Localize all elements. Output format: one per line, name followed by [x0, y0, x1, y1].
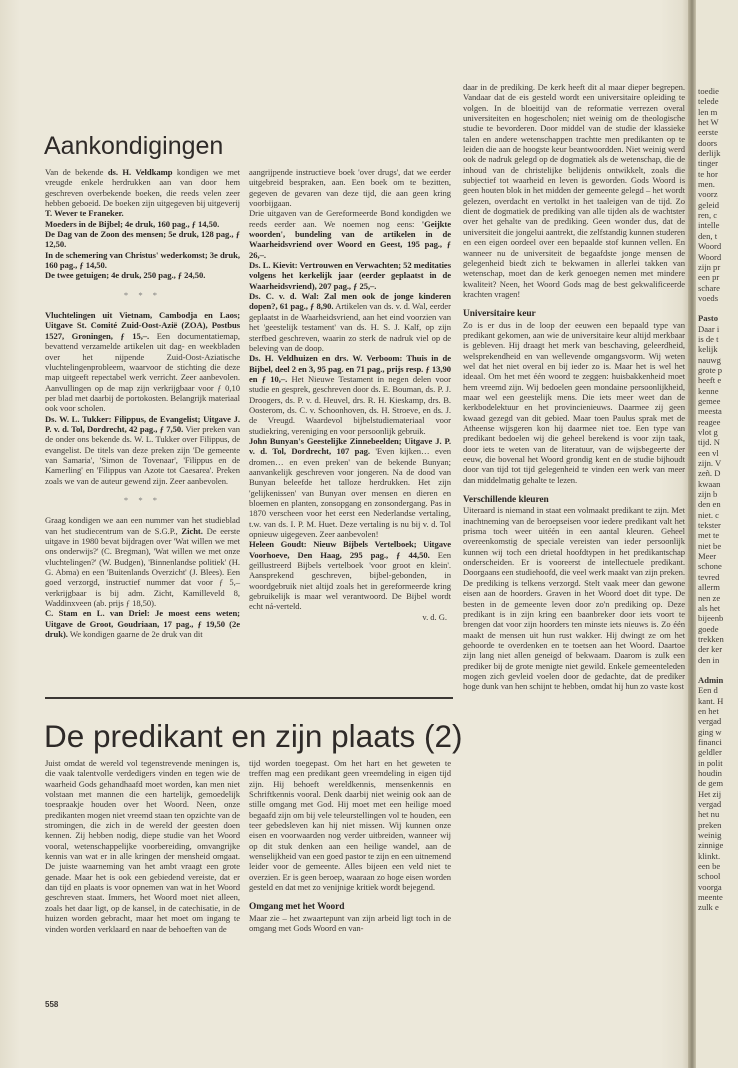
fragment-line: den in	[698, 654, 720, 665]
paragraph	[45, 219, 240, 229]
bold-text: Ds. W. L. Tukker: Filippus, de Evangelist; Uitgave J. P. v. d. Tol, Dordrecht, 42 pag., ƒ 7,50.	[45, 413, 240, 434]
bold-text: John Bunyan's Geestelijke Zinnebeelden; Uitgave J. P. v. d. Tol, Dordrecht, 107 pag.	[249, 435, 451, 457]
fragment-line: zinnige	[698, 840, 724, 851]
fragment-line: zijn b	[698, 489, 718, 500]
fragment-line: ging w	[698, 726, 722, 737]
body-text: Drie uitgaven van de Gereformeerde Bond kondigden we reeds eerder aan. We noemen nog eens:	[249, 208, 451, 229]
fragment-block-1	[698, 86, 738, 303]
next-page-fragments	[698, 86, 738, 913]
body-text: Een geïllustreerd Bijbels vertelboek 'voor groot en klein'. Aansprekend geschreven, bijbel-gebonden, in woordgebruik niet altijd zoals het in gereformeerde kring gebruikelijk is maar wel verantwoord. De Bijbel wordt echt ná-verteld.	[249, 549, 451, 612]
fragment-line: Woord	[698, 241, 722, 252]
fragment-line: ren, c	[698, 210, 718, 221]
page-fold-shadow	[688, 0, 696, 1068]
body-text: Artikelen van ds. v. d. Wal, eerder geplaatst in de Waarheidsvriend, aan het eind voorzien van het 'geestelijk testament' van ds. H. S. J. Kalf, op zijn sterfbed geschreven, waarin zo sterk de nadruk viel op de beleving van de doop.	[249, 301, 451, 353]
fragment-line: kant. H	[698, 695, 724, 706]
bold-text: Ds. L. Kievit: Vertrouwen en Verwachten; 52 meditaties volgens het kerkelijk jaar (eerder geplaatst in de Waarheidsvriend), 207 pag., ƒ 25,–.	[249, 260, 451, 291]
body-text: De eerste uitgave in 1980 bevat bijdragen over 'Wat willen we met ons onderwijs?' (C. Bregman), 'Wat willen we met onze vluchtelingen?' (W. Budgen), 'Binnenlandse politiek' (H. G. Abma) en een 'Buitenlands Overzicht' (J. Blees). Een goed verzorgd, instructief nummer dat voor ƒ 5,– verkrijgbaar is bij adm. Zicht, Kamilleveld 8, Waddinxveen (ab. prijs ƒ 18,50).	[45, 525, 240, 609]
paragraph	[45, 310, 240, 413]
paragraph	[45, 250, 240, 271]
paragraph	[45, 270, 240, 280]
separator-stars: * * *	[123, 494, 162, 505]
fragment-line: bijeenb	[698, 613, 724, 624]
fragment-line: zeñ. D	[698, 468, 721, 479]
paragraph	[463, 320, 685, 486]
fragment-line: met te	[698, 530, 720, 541]
body-text: Juist omdat de wereld vol tegenstrevende meningen is, die vaak talentvolle verdedigers vinden en tegen wie de waarheid Gods gehandhaafd moet worden, kan men niet volstaan met mannen die een hartelijk, gemoedelijk toespraakje houden over het Woord. Neen, onze predikanten mogen niet vreemd staan ten opzichte van de stromingen, die zich in de wereld der geesten doen kennen. Zij hebben nodig, diepe studie van het Woord vooral, wetenschappelijke voorbereiding, omvangrijke kennis van wat er in alle kringen der mensheid omgaat. De juiste waarneming van het ambt vraagt een grote genade. Maar het is ook een gebiedend vereiste, dat er dan tijd en plaats is voor opnemen van wat in het Woord geschreven staat. Immers, het Woord moet niet alleen, zoals het daar ligt, op de kansel, in de catechisatie, in de huizen worden gebracht, maar het moet om ingang te vinden worden verklaard en naar de behoeften van de	[45, 758, 240, 934]
fragment-line: kwaan	[698, 478, 721, 489]
fragment-line: het W	[698, 117, 719, 128]
body-text: daar in de prediking. De kerk heeft dit al maar dieper begrepen. Vandaar dat de eis gesteld wordt een universitaire opleiding te volgen. In de bloeitijd van de reformatie verrezen overal universiteiten en hogescholen; niet weinig om de theologische studie te bevorderen. Door middel van de studie der klassieke talen en andere wetenschappen trachtte men predikanten op te leiden die aan de hoogste keur beantwoordden. Niet weinig werd ook de nadruk gelegd op de dogmatiek als de wetenschap, die de inhoud van de christelijke belijdenis ontwikkelt, zoals die subjectief tot waarheid en leven is geworden. Gods Woord is geen houten blok in het midden der gemeente gelegd – het wordt gelezen, overdacht en vertolkt in het taaleigen van de tijd. Zo dient de dogmatiek de prediking van alle tijden als de wachtster over het gehalte van de prediking. Geen wonder dus, dat de universiteit die jongelui aantrekt, die zelfstandig kunnen studeren en een eigen oordeel over een bepaalde stof kunnen vellen. En wanneer nu de universiteit de begaafdste jonge mensen de gelegenheid biedt zich te bekwamen in allerlei takken van wetenschap, moet dan de kerk genoegen nemen met mindere kwaliteit? Neen, het Woord Gods mag de best gekwalificeerde krachten vragen!	[463, 82, 685, 299]
bold-text: Moeders in de Bijbel; 4e druk, 160 pag., ƒ 14,50.	[45, 218, 220, 229]
fragment-line: gemee	[698, 395, 721, 406]
paragraph	[249, 167, 451, 208]
article-column-2	[249, 758, 451, 934]
fragment-line: nen ze	[698, 592, 721, 603]
fragment-line: meesta	[698, 406, 722, 417]
fragment-line: vlot g	[698, 427, 718, 437]
fragment-line: Meer	[698, 551, 717, 562]
fragment-line: derlijk	[698, 148, 721, 159]
paragraph	[45, 758, 240, 934]
fragment-line: men.	[698, 179, 715, 190]
fragment-line: meente	[698, 892, 723, 903]
paragraph	[249, 353, 451, 436]
bold-text: Vluchtelingen uit Vietnam, Cambodja en Laos; Uitgave St. Comité Zuid-Oost-Azië (ZOA), Postbus 1527, Groningen, ƒ 15,–.	[45, 310, 240, 341]
paragraph	[45, 515, 240, 608]
fragment-line: tekster	[698, 520, 721, 531]
fragment-line: te hor	[698, 168, 718, 179]
fragment-line: is de t	[698, 333, 719, 344]
paragraph	[45, 229, 240, 250]
announcements-column-2	[249, 167, 451, 622]
body-text: We kondigen gaarne de 2e druk van dit	[67, 629, 203, 640]
fragment-line: niet be	[698, 540, 722, 551]
body-text: Het Nieuwe Testament in negen delen voor studie en gesprek, geschreven door ds. E. Bouman, ds. P. J. Droogers, ds. P. v. d. Heuvel, drs. R. H. Kieskamp, drs. B. Oosterom, ds. C. v. Schoonhoven, ds. H. Stroeve, en ds. J. de Vreugd. Waardevol bijbelstudiemateriaal voor studiekring, vereniging en voor persoonlijk gebruik.	[249, 373, 451, 436]
paragraph	[249, 208, 451, 260]
fragment-line: in polit	[698, 757, 723, 768]
bold-text: T. Wever te Franeker.	[45, 208, 124, 219]
fragment-heading-1: Pasto	[698, 313, 719, 324]
bold-text: Ds. C. v. d. Wal: Zal men ook de jonge kinderen dopen?, 61 pag., ƒ 8,90.	[249, 291, 451, 312]
bold-text: C. Stam en L. van Driel: Je moest eens weten; Uitgave de Groot, Goudriaan, 17 pag., ƒ 19,50 (2e druk).	[45, 608, 240, 640]
fragment-line: de gem	[698, 778, 724, 789]
paragraph	[45, 167, 240, 219]
fragment-line: tijd. N	[698, 437, 720, 448]
fragment-line: geldler	[698, 747, 722, 758]
fragment-line: preken	[698, 819, 722, 830]
announcements-column-1	[45, 167, 240, 639]
fragment-block-2	[698, 324, 738, 665]
fragment-line: grote p	[698, 364, 723, 375]
fragment-line: kelijk	[698, 344, 718, 355]
paragraph	[249, 913, 451, 934]
paragraph	[249, 436, 451, 539]
bold-text: ds. H. Veldkamp	[107, 167, 173, 177]
fragment-line: intelle	[698, 220, 720, 231]
article-title: De predikant en zijn plaats (2)	[44, 718, 463, 754]
author-signature: v. d. G.	[422, 611, 447, 622]
fragment-line: het nu	[698, 809, 720, 820]
fragment-line: financi	[698, 736, 722, 747]
bold-text: 'Geijkte woorden', bundeling van de artikelen in de Waarheidsvriend over Woord en Geest, 195 pag., ƒ 26,–.	[249, 218, 451, 260]
fragment-line: eerste	[698, 127, 719, 138]
paragraph	[463, 505, 685, 691]
bold-text: Heleen Goudt: Nieuw Bijbels Vertelboek; Uitgave Voorhoeve, Den Haag, 295 pag., ƒ 44,50.	[249, 539, 451, 560]
body-text: 'Even kijken… even dromen… en even preken' van de bekende Bunyan; aanvankelijk geschreven voor jongeren. Na de dood van Bunyan beleefde het talloze herdrukken. Het zijn 'gelijkenissen' van Bunyan over mensen en dieren en bloemen en planten, zonsopgang en zonsondergang. Pas in 1870 verscheen voor het eerst een Nederlandse vertaling, t.w. van ds. I. P. M. Huet. Deze vertaling is nu bij v. d. Tol opnieuw uigegeven. Zeer aanbevolen!	[249, 446, 451, 540]
fragment-line: Een d	[698, 685, 718, 696]
paragraph	[249, 291, 451, 353]
separator-stars: * * *	[123, 289, 162, 300]
page-number: 558	[45, 1000, 59, 1009]
body-text: aangrijpende instructieve boek 'over drugs', dat we eerder uitgebreid bespraken, aan. Een boek om te bezitten, gegeven de gevaren van deze tijd, die aan geen kring voorbijgaan.	[249, 167, 451, 209]
section-heading: Verschillende kleuren	[463, 495, 549, 506]
fragment-line: voorz	[698, 189, 718, 200]
paragraph	[45, 608, 240, 639]
paragraph	[249, 539, 451, 611]
paragraph	[249, 260, 451, 291]
fragment-line: tevred	[698, 571, 720, 582]
body-text: Uiteraard is niemand in staat een volmaakt predikant te zijn. Met inachtneming van de beroepseisen voor iedere predikant valt het prisma toch weer uitéén in een aantal kleuren. Geheel overeenkomstig de speciale vereisten van ieder persoonlijk kunnen wij toch een drietal hoofdtypen in het predikantschap onderscheiden. Er is vooreerst de intellectuele predikant. Doorgaans een studiehoofd, die veel werk maakt van zijn preken. De prediking is telkens verzorgd. Stelt vaak meer dan gewone eisen aan de hoorders. Graven in het Woord doet dit type. De besten in de gemeente leven door zo'n prediking op. Deze predikant is in zijn kring een baanbreker door iets voort te brengen dat voor zijn hoorders ten minste iets nieuws is. Zo één maakt de mensen uit hun rust wakker. Hij dwingt ze om het gehoorde te overdenken en te toetsen aan het Woord. Daartoe zijn lang niet allen geneigd of bekwaam. Daarom is zulk een prediker bij de grote menigte niet gewild. Enkele gemeenteleden mogen zich gevleid voelen door de gedachte, dat de prediker hoge dunk van hen schijnt te hebben, omdat hij hun zo vaste kost	[463, 505, 685, 692]
fragment-line: een vl	[698, 447, 719, 458]
fragment-line: niet. c	[698, 509, 719, 520]
body-text: Graag kondigen we aan een nummer van het studieblad van het studiecentrum van de S.G.P.,	[45, 515, 240, 536]
bold-text: Zicht.	[181, 525, 203, 536]
article-column-3	[463, 82, 685, 692]
fragment-line: den en	[698, 499, 721, 510]
fragment-line: school	[698, 871, 721, 882]
bold-text: De Dag van de Zoon des mensen; 5e druk, 128 pag., ƒ 12,50.	[45, 229, 240, 250]
fragment-line: tinger	[698, 158, 719, 169]
fragment-line: Daar i	[698, 323, 720, 334]
body-text: Een documentatiemap, bevattend verzamelde artikelen uit dag- en weekbladen over het nijpende Zuid-Oost-Aziatische vluchtelingenprobleem, waarvoor de stichting die deze map uitgeeft repectabel werk verricht. Zeer aanbevolen. Aanvullingen op de map zijn verkrijgbaar voor ƒ 0,10 per blad met daarbij de portokosten. Belangrijk materiaal ook voor scholen.	[45, 330, 240, 414]
body-text: kondigen we met vreugde enkele herdrukken aan van door hem geschreven overbekende boeken, die reeds velen zeer hebben geboeid. De boeken zijn uitgegeven bij uitgeverij	[45, 167, 240, 209]
fragment-line: trekken	[698, 633, 724, 644]
fragment-line: Het zij	[698, 788, 722, 799]
fragment-line: zulk e	[698, 902, 719, 913]
fragment-line: als het	[698, 602, 721, 613]
bold-text: In de schemering van Christus' wederkomst; 3e druk, 160 pag., ƒ 14,50.	[45, 249, 240, 271]
fragment-line: allerm	[698, 582, 720, 593]
fragment-line: schone	[698, 561, 722, 572]
fragment-line: goede	[698, 623, 719, 634]
fragment-line: vergad	[698, 799, 722, 810]
announcements-title: Aankondigingen	[44, 132, 224, 160]
fragment-line: doors	[698, 137, 718, 148]
fragment-line: vergad	[698, 716, 722, 727]
fragment-line: nauwg	[698, 354, 721, 365]
fragment-line: Woord	[698, 251, 722, 262]
fragment-line: zijn pr	[698, 261, 721, 272]
body-text: Maar zie – het zwaartepunt van zijn arbeid ligt toch in de omgang met Gods Woord en van-	[249, 912, 451, 934]
paragraph	[463, 82, 685, 299]
fragment-line: reagee	[698, 416, 721, 427]
article-column-1	[45, 758, 240, 934]
fragment-line: voorga	[698, 881, 722, 892]
fragment-line: een pr	[698, 272, 720, 283]
fragment-line: weinig	[698, 830, 722, 841]
fragment-line: en het	[698, 705, 719, 716]
section-divider	[45, 697, 453, 699]
fragment-line: klinkt.	[698, 850, 721, 861]
section-heading: Omgang met het Woord	[249, 902, 345, 913]
fragment-line: kenne	[698, 385, 719, 396]
fragment-line: heeft e	[698, 375, 722, 386]
section-heading: Universitaire keur	[463, 309, 536, 320]
body-text: tijd worden toegepast. Om het hart en het geweten te treffen mag een predikant geen vreemdeling in eigen tijd zijn. Hij behoeft wereldkennis, mensenkennis en Schriftkennis vooral. Denk daarbij niet weinig ook aan de stille omgang met God. Hij moet met een heilige moed begaafd zijn om bij vele teleurstellingen vol te houden, een teer gebedsleven kan hij niet missen. Wij kunnen onze eisen en voorwaarden nog verder uitbreiden, wanneer wij op dit stuk denken aan een heilige wandel, aan de wenselijkheid van een goed pastor te zijn en een uitnemend leider voor de gemeente. Alles bijeen een veld niet te overzien. Er is geen beroep, waaraan zo hoge eisen worden gesteld en dat met zo venijnige kritiek wordt bejegend.	[249, 758, 451, 893]
paragraph	[45, 414, 240, 486]
body-text: Zo is er dus in de loop der eeuwen een bepaald type van predikant gekomen, aan wie de universitaire keur altijd merkbaar is gebleven. Hij draagt het merk van beschaving, geleerdheid, welsprekendheid en van wellevende omgangsvorm. Wij weten wel dat het niet overal en bij ieder zo is. Maar het is wel het ideaal. Om het met één woord te zeggen: huisbakkenheid moet hem vreemd zijn. Wij bedoelen geen mondaine persoonlijkheid, maar wel een geestelijk mens. Die iets meer weet dan de kerkbodelektuur en het provincienieuws. Daarmee zij geen kwaad gezegd van dit gebied. Maar toen Paulus sprak met de Atheense wijsgeren kon hij daarmee niet toe. Een type van predikant bedoelen wij die geheel berekend is voor zijn taak, door iets te weten van de literatuur, van de wijsbegeerte der eeuw, die bovenal het Woord grondig kent en de studie bijhoudt door van tijd tot tijd gelegenheid te vinden een werk van meer dan middelmatig gehalte te lezen.	[463, 319, 685, 485]
body-text: Van de bekende	[45, 167, 108, 177]
fragment-line: houdin	[698, 768, 722, 778]
fragment-line: toedie	[698, 86, 719, 96]
fragment-line: len m	[698, 106, 718, 117]
bold-text: Ds. H. Veldhuizen en drs. W. Verboom: Thuis in de Bijbel, deel 2 en 3, 95 pag. en 71 pag., prijs resp. ƒ 13,90 en ƒ 10,–.	[249, 353, 451, 384]
fragment-line: voeds	[698, 292, 719, 303]
fragment-line: geleid	[698, 199, 719, 210]
fragment-heading-2: Admin	[698, 674, 724, 685]
paragraph	[249, 758, 451, 892]
fragment-line: der ker	[698, 644, 723, 655]
fragment-line: een be	[698, 861, 721, 872]
bold-text: De twee getuigen; 4e druk, 250 pag., ƒ 24,50.	[45, 270, 206, 281]
fragment-line: zijn. V	[698, 458, 722, 469]
fragment-line: den, t	[698, 230, 718, 241]
body-text: Vier preken van de onder ons bekende ds. W. L. Tukker over Filippus, de evangelist. De titels van deze preken zijn 'De gemeente van Samaria', 'Simon de Tovenaar', 'Filippus en de Kamerling' en 'Filippus van Azote tot Caesarea'. Preken zoals we van de auteur gewend zijn. Zeer aanbevolen.	[45, 423, 240, 486]
fragment-line: schare	[698, 282, 720, 293]
fragment-line: telede	[698, 96, 719, 107]
fragment-block-3	[698, 685, 738, 913]
